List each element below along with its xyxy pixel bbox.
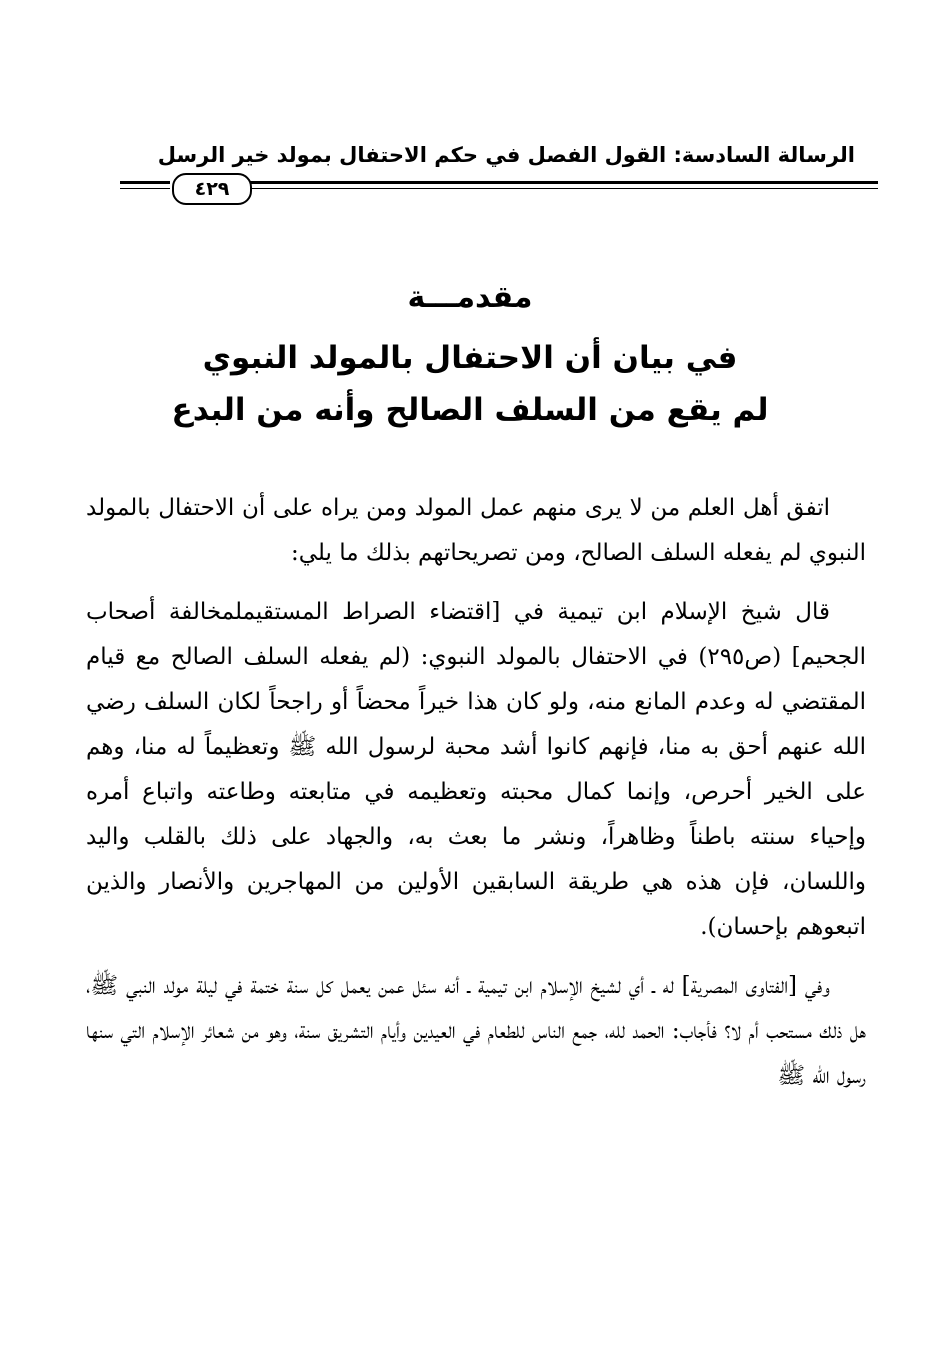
- page-number-badge: ٤٢٩: [172, 173, 252, 205]
- rule-right-thick: [250, 181, 878, 184]
- running-header-title: الرسالة السادسة: القول الفصل في حكم الاحتفال بمولد خير الرسل: [157, 143, 855, 167]
- body-text: [86, 486, 866, 1113]
- heading-line-1: في بيان أن الاحتفال بالمولد النبوي: [202, 340, 738, 376]
- rule-left-thick: [120, 181, 170, 184]
- chapter-titles: [120, 272, 820, 436]
- paragraph-2: قال شيخ الإسلام ابن تيمية في [اقتضاء الصراط المستقيملمخالفة أصحاب الجحيم] (ص٢٩٥) في الاحتفال بالمولد النبوي: (لم يفعله السلف الصالح مع قيام المقتضي له وعدم المانع منه، ولو كان هذا خيراً محضاً أو راجحاً لكان السلف رضي الله عنهم أحق به منا، فإنهم كانوا أشد محبة لرسول الله ﷺ وتعظيماً له منا، وهم على الخير أحرص، وإنما كمال محبته وتعظيمه في متابعته وطاعته واتباع أمره وإحياء سنته باطناً وظاهراً، ونشر ما بعث به، والجهاد على ذلك بالقلب واليد واللسان، فإن هذه هي طريقة السابقين الأولين من المهاجرين والأنصار والذين اتبعوهم بإحسان).: [86, 599, 866, 940]
- rule-right-thin: [250, 188, 878, 189]
- intro-word: مقدمـــة: [407, 280, 533, 315]
- heading-line-2: لم يقع من السلف الصالح وأنه من البدع: [171, 392, 769, 428]
- paragraph-3: وفي [الفتاوى المصرية] له ـ أي لشيخ الإسلام ابن تيمية ـ أنه سئل عمن يعمل كل سنة ختمة في ليلة مولد النبي ﷺ، هل ذلك مستحب أم لا؟ فأجاب: الحمد لله، جمع الناس للطعام في العيدين وأيام التشريق سنة، وهو من شعائر الإسلام التي سنها رسول الله ﷺ: [86, 973, 866, 1089]
- header-rule: [120, 173, 878, 203]
- paragraph-1: اتفق أهل العلم من لا يرى منهم عمل المولد ومن يراه على أن الاحتفال بالمولد النبوي لم يفعله السلف الصالح، ومن تصريحاتهم بذلك ما يلي:: [86, 495, 866, 566]
- rule-left-thin: [120, 188, 170, 189]
